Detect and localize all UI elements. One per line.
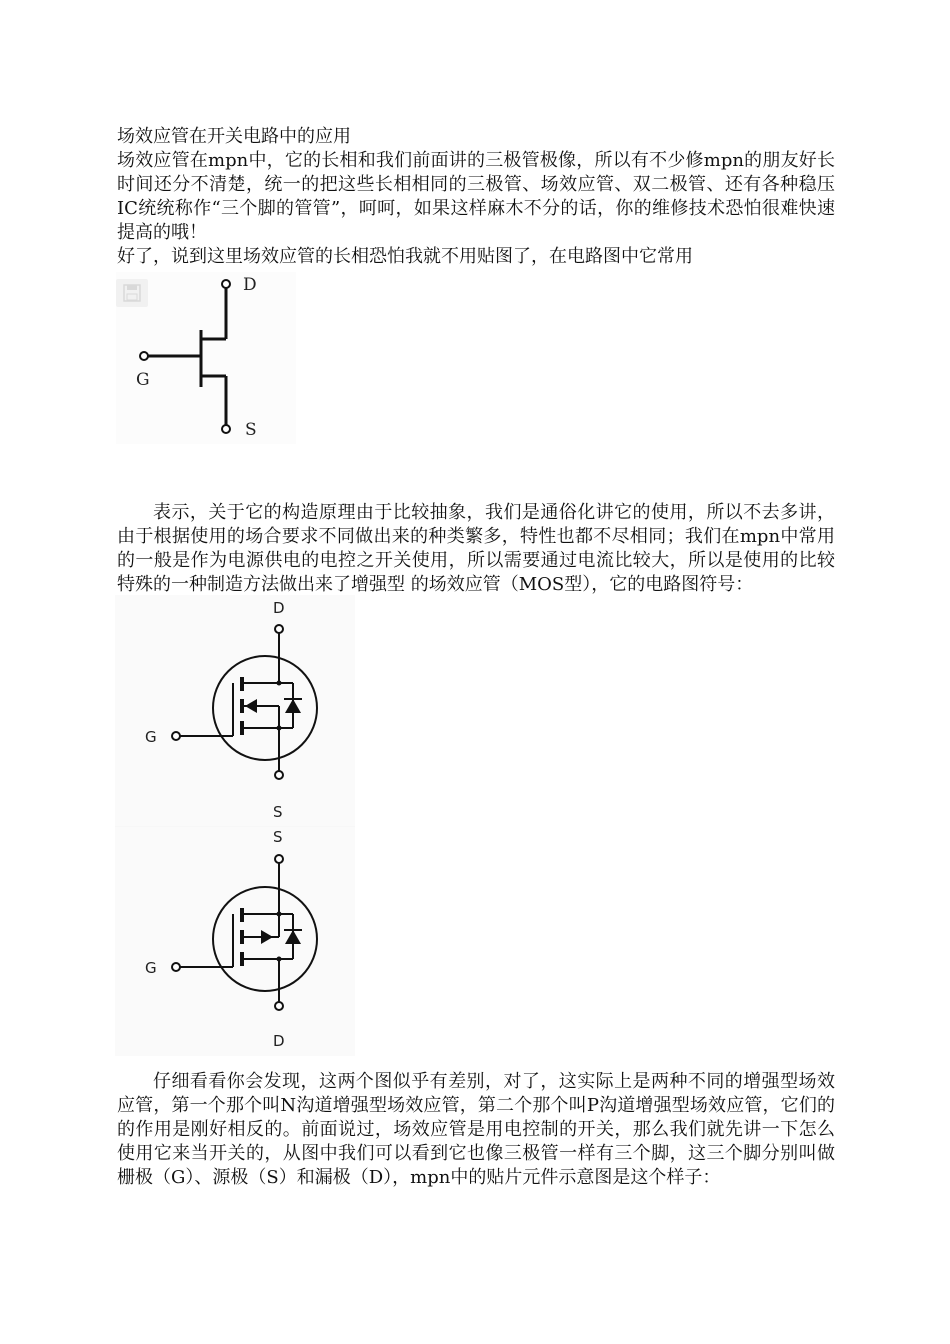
source-label: S: [245, 420, 257, 440]
paragraph-intro: 场效应管在mpn中，它的长相和我们前面讲的三极管极像，所以有不少修mpn的朋友好长时间还分不清楚，统一的把这些长相相同的三极管、场效应管、双二极管、还有各种稳压IC统统称作“三个脚的管管”，呵呵，如果这样麻木不分的话，你的维修技术恐怕很难快速提高的哦！: [117, 150, 835, 243]
paragraph-channel-types: 仔细看看你会发现，这两个图似乎有差别，对了，这实际上是两种不同的增强型场效应管，第一个那个叫N沟道增强型场效应管，第二个那个叫P沟道增强型场效应管，它们的的作用是刚好相反的。前面说过，场效应管是用电控制的开关，那么我们就先讲一下怎么使用它来当开关的，从图中我们可以看到它也像三极管一样有三个脚，这三个脚分别叫做栅极（G）、源极（S）和漏极（D），mpn中的贴片元件示意图是这个样子：: [117, 1071, 835, 1188]
drain-label: D: [273, 599, 285, 617]
p-channel-mosfet-figure: [115, 826, 355, 1056]
gate-label: G: [145, 959, 157, 977]
paragraph-mos-description: 表示，关于它的构造原理由于比较抽象，我们是通俗化讲它的使用，所以不去多讲，由于根据使用的场合要求不同做出来的种类繁多，特性也都不尽相同；我们在mpn中常用的一般是作为电源供电的电控之开关使用，所以需要通过电流比较大，所以是使用的比较特殊的一种制造方法做出来了增强型 的场效应管（MOS型），它的电路图符号：: [117, 502, 835, 595]
fet-symbol-figure: [116, 272, 296, 444]
n-channel-mosfet-figure: [115, 595, 355, 827]
paragraph-symbol-lead: 好了，说到这里场效应管的长相恐怕我就不用贴图了，在电路图中它常用: [117, 246, 693, 267]
source-label: S: [273, 803, 283, 821]
drain-label: D: [243, 275, 257, 295]
gate-label: G: [145, 728, 157, 746]
gate-label: G: [136, 370, 150, 390]
source-label: S: [273, 828, 283, 846]
document-title: 场效应管在开关电路中的应用: [117, 126, 351, 147]
drain-label: D: [273, 1032, 285, 1050]
